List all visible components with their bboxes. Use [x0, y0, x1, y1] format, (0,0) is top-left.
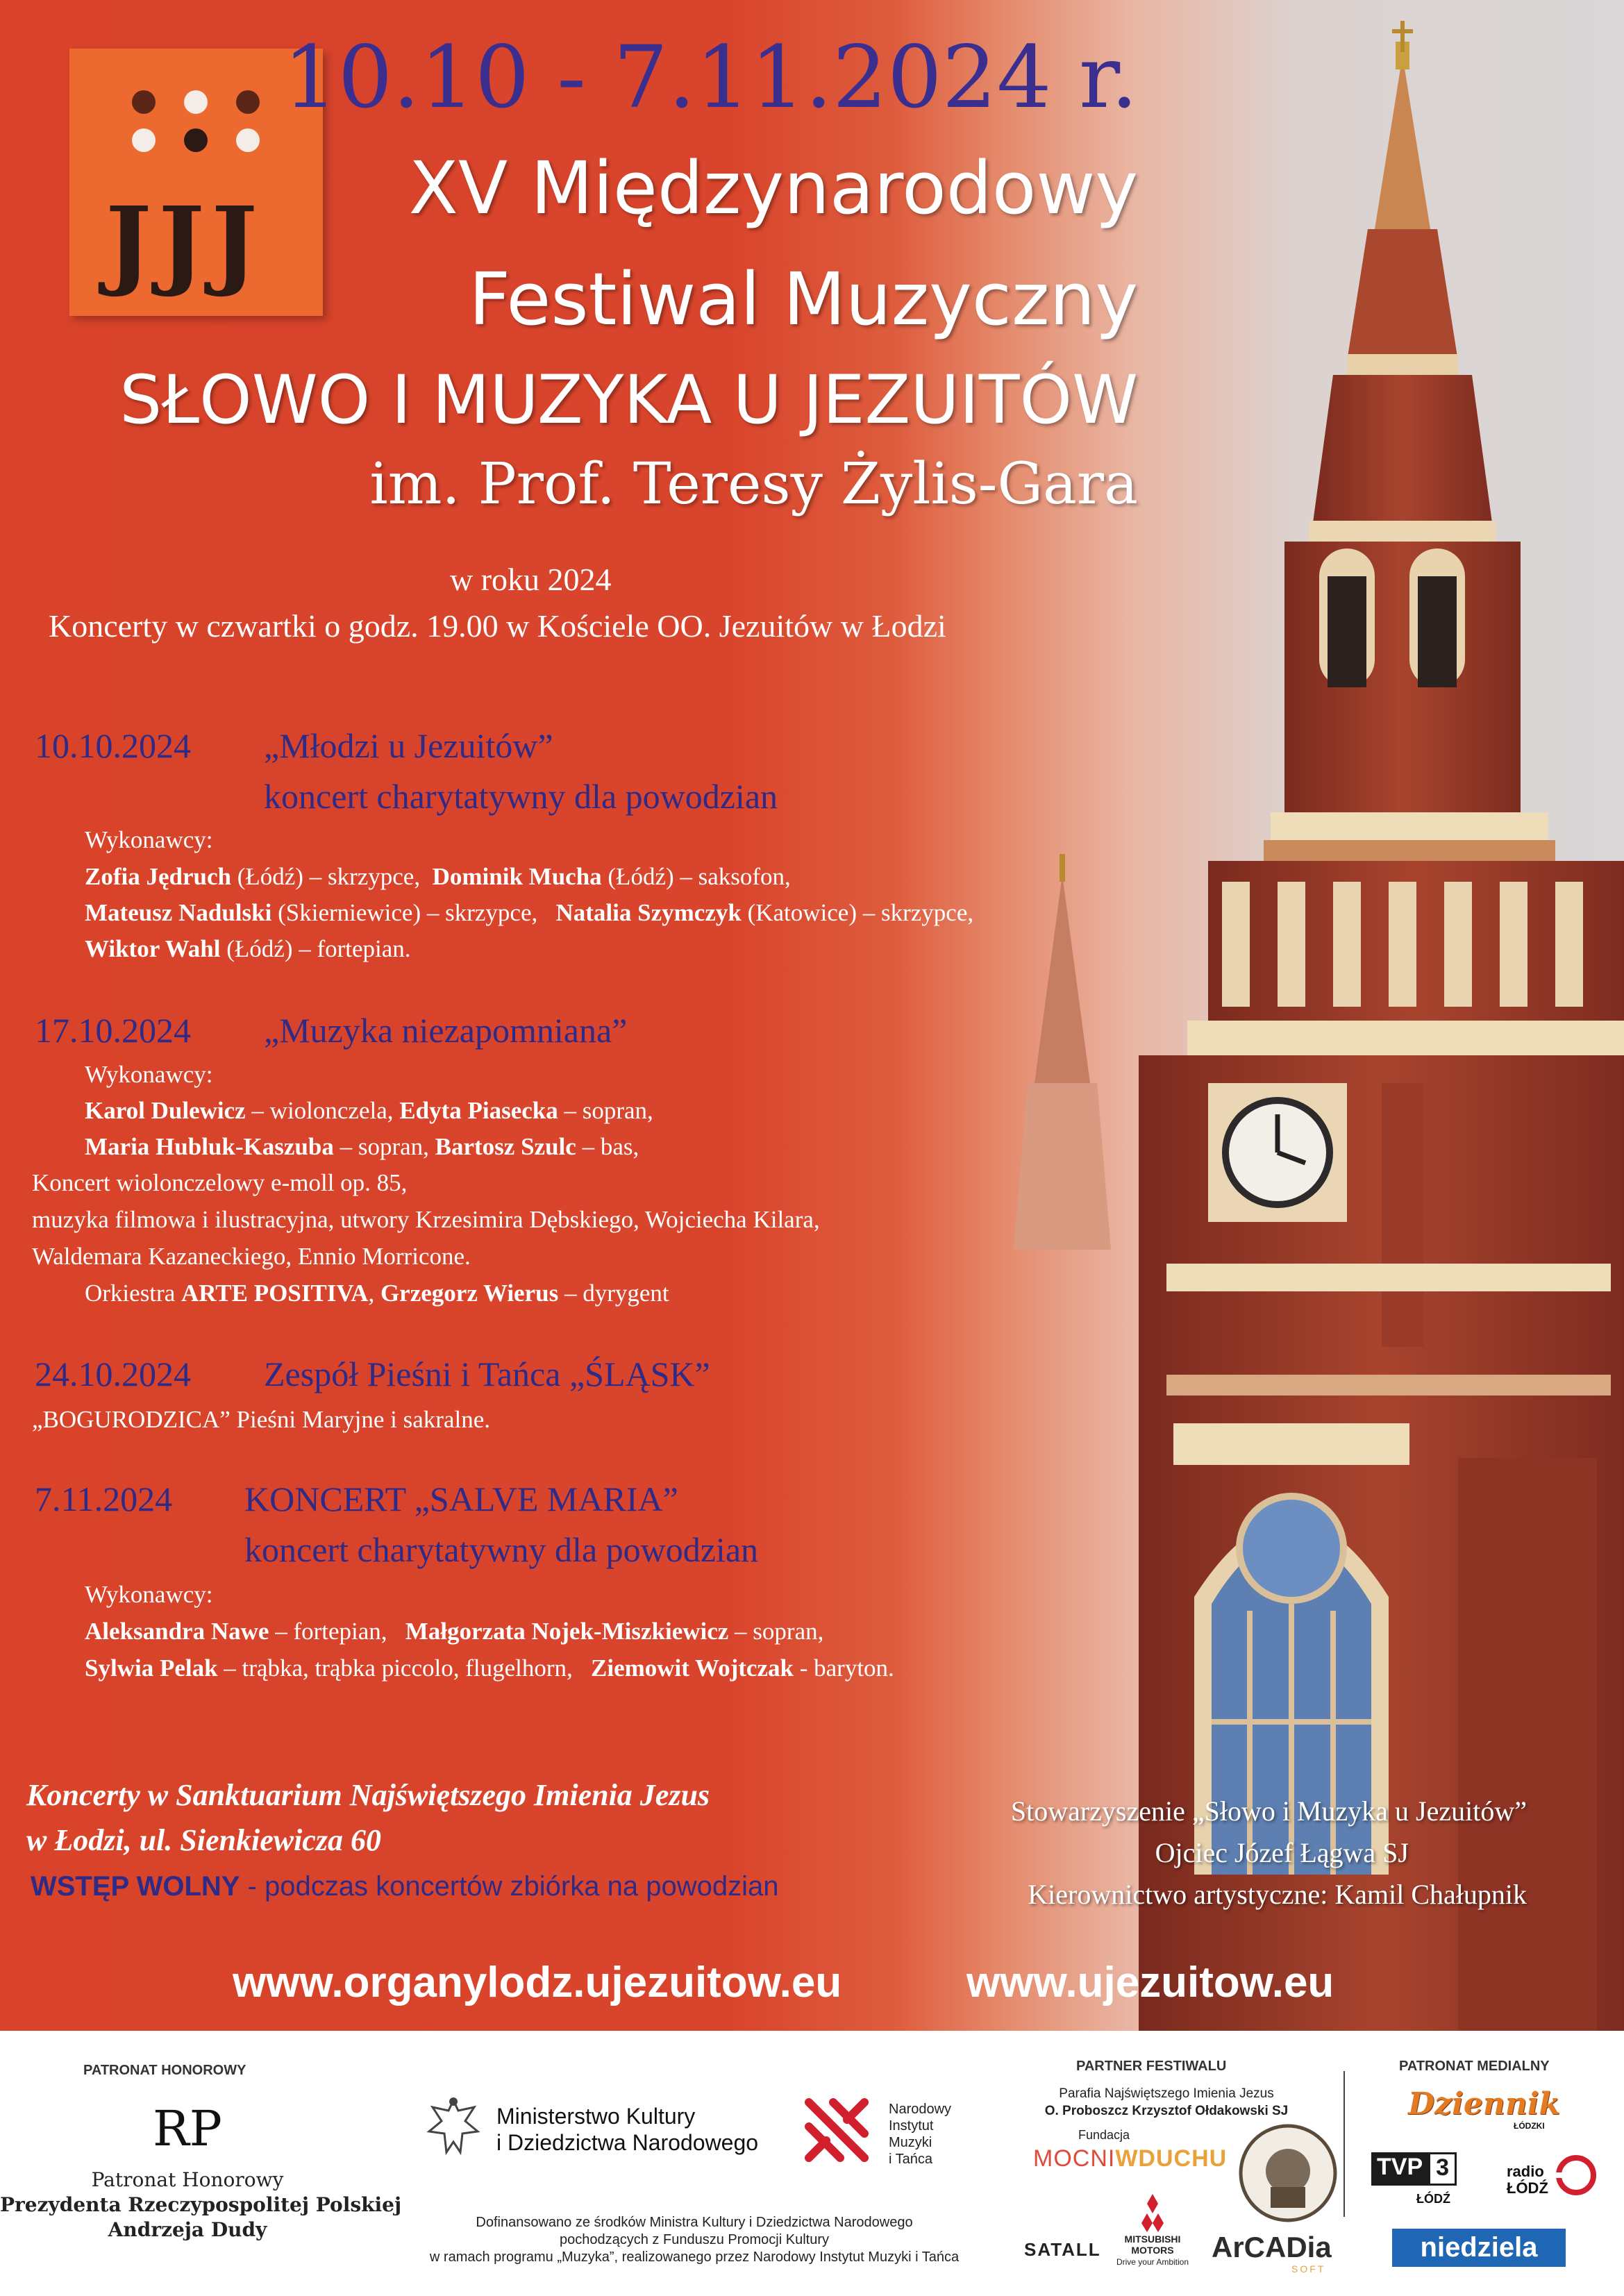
logo-dot [236, 90, 260, 114]
concert-2-program-1: Koncert wiolonczelowy e-moll op. 85, [32, 1169, 408, 1196]
performer-role: - baryton. [793, 1654, 894, 1682]
performer-role: – bas, [576, 1133, 639, 1160]
concert-2-orchestra [85, 1280, 669, 1307]
performer-name: Maria Hubluk-Kaszuba [85, 1133, 334, 1160]
concert-2-performers-label: Wykonawcy: [85, 1061, 213, 1088]
tvp-city: ŁÓDŹ [1416, 2192, 1450, 2206]
arcadia-sub: SOFT [1291, 2263, 1326, 2274]
concert-2-performers-row-2 [85, 1133, 639, 1161]
tvp-number: 3 [1428, 2152, 1457, 2186]
funding-line-2: pochodzących z Funduszu Promocji Kultury [560, 2232, 829, 2247]
concert-2-program-2: muzyka filmowa i ilustracyjna, utwory Krzesimira Dębskiego, Wojciecha Kilara, [32, 1206, 820, 1233]
rp-logo: RP [153, 2100, 222, 2157]
concert-4-performers-row-1 [85, 1618, 823, 1645]
entry-note: - podczas koncertów zbiórka na powodzian [240, 1871, 779, 1902]
logo-dot [132, 128, 156, 152]
parish-line-1: Parafia Najświętszego Imienia Jezus [1059, 2086, 1274, 2101]
title-line-4: im. Prof. Teresy Żylis-Gara [369, 451, 1138, 517]
performer-role: – sopran, [558, 1097, 653, 1124]
radio-lodz-2: ŁÓDŹ [1507, 2179, 1548, 2197]
venue-line-1: Koncerty w Sanktuarium Najświętszego Imienia Jezus [26, 1778, 710, 1812]
dziennik-logo: Dziennik [1408, 2086, 1561, 2122]
logo-letters: JJJ [106, 186, 265, 300]
performer-role: (Katowice) – skrzypce, [741, 899, 974, 926]
concert-2-date: 17.10.2024 [35, 1011, 191, 1050]
performer-name: Aleksandra Nawe [85, 1618, 269, 1645]
performer-name: Małgorzata Nojek-Miszkiewicz [405, 1618, 729, 1645]
concert-1-date: 10.10.2024 [35, 726, 191, 765]
title-line-2: Festiwal Muzyczny [469, 257, 1138, 342]
nimit-name-3: Muzyki [889, 2135, 932, 2150]
nimit-name-2: Instytut [889, 2118, 934, 2134]
eagle-emblem-icon [422, 2093, 485, 2163]
logo-dot [184, 128, 208, 152]
concert-2-performers-row-1 [85, 1097, 653, 1125]
concert-4-performers-label: Wykonawcy: [85, 1581, 213, 1608]
performer-name: Zofia Jędruch [85, 863, 231, 890]
performer-role: (Łódź) – saksofon, [601, 863, 791, 890]
mitsubishi-diamonds-icon [1132, 2194, 1173, 2232]
performer-name: Mateusz Nadulski [85, 899, 272, 926]
entry-free-label: WSTĘP WOLNY [31, 1871, 240, 1902]
mocni-w-text: W [1115, 2145, 1139, 2172]
nimit-logo-icon [798, 2092, 875, 2168]
radio-lodz-1: radio [1507, 2163, 1544, 2180]
funding-line-1: Dofinansowano ze środków Ministra Kultury i Dziedzictwa Narodowego [476, 2215, 913, 2230]
dziennik-sub: ŁÓDZKI [1514, 2121, 1545, 2131]
performer-name: Karol Dulewicz [85, 1097, 246, 1124]
ministry-name-2: i Dziedzictwa Narodowego [496, 2130, 759, 2155]
concert-3-date: 24.10.2024 [35, 1355, 191, 1393]
parish-line-2: O. Proboszcz Krzysztof Ołdakowski SJ [1044, 2104, 1289, 2118]
concert-1-title: „Młodzi u Jezuitów” [264, 726, 553, 765]
performer-name: Sylwia Pelak [85, 1654, 218, 1682]
radio-lodz-ring-icon [1555, 2154, 1597, 2196]
mocni-text: MOCNI [1033, 2145, 1116, 2172]
performer-name: Natalia Szymczyk [555, 899, 742, 926]
conductor-role: – dyrygent [558, 1280, 669, 1307]
organizer-line-2: Ojciec Józef Łągwa SJ [1155, 1837, 1409, 1868]
media-patronage-label: PATRONAT MEDIALNY [1399, 2059, 1550, 2074]
performer-role: (Łódź) – fortepian. [220, 935, 411, 962]
conductor-name: Grzegorz Wierus [380, 1280, 559, 1307]
president-patronage-3: Andrzeja Dudy [108, 2218, 267, 2241]
sponsors-strip [0, 2031, 1624, 2296]
concert-3-program: „BOGURODZICA” Pieśni Maryjne i sakralne. [32, 1406, 491, 1433]
schedule-line: Koncerty w czwartki o godz. 19.00 w Kościele OO. Jezuitów w Łodzi [49, 608, 946, 644]
nimit-name-1: Narodowy [889, 2102, 952, 2117]
concert-1-performers-row-3 [85, 935, 411, 963]
arcadia-logo: ArCADia [1212, 2231, 1332, 2263]
performer-name: Ziemowit Wojtczak [591, 1654, 794, 1682]
performer-name: Dominik Mucha [432, 863, 602, 890]
mitsubishi-tagline: Drive your Ambition [1116, 2257, 1189, 2267]
concert-4-performers-row-2 [85, 1654, 894, 1682]
orchestra-name: ARTE POSITIVA [181, 1280, 369, 1307]
tvp-text: TVP [1371, 2152, 1428, 2186]
concert-1-performers-row-2 [85, 899, 973, 927]
concert-2-program-3: Waldemara Kazaneckiego, Ennio Morricone. [32, 1243, 471, 1270]
performer-role: – sopran, [333, 1133, 435, 1160]
ministry-name-1: Ministerstwo Kultury [496, 2104, 696, 2129]
entry-info [31, 1871, 778, 1902]
concert-2-title: „Muzyka niezapomniana” [264, 1011, 628, 1050]
performer-role: – wiolonczela, [245, 1097, 400, 1124]
concert-4-subtitle: koncert charytatywny dla powodzian [244, 1530, 759, 1569]
honorary-patronage-label: PATRONAT HONOROWY [83, 2063, 246, 2078]
partner-divider [1343, 2071, 1345, 2217]
concert-4-date: 7.11.2024 [35, 1480, 173, 1518]
performer-role: (Skierniewice) – skrzypce, [271, 899, 538, 926]
logo-dot [236, 128, 260, 152]
website-link-ujezuitow[interactable]: www.ujezuitow.eu [966, 1959, 1334, 2006]
performer-role: – trąbka, trąbka piccolo, flugelhorn, [217, 1654, 573, 1682]
orchestra-prefix: Orkiestra [85, 1280, 181, 1307]
logo-dot [132, 90, 156, 114]
website-link-organy[interactable]: www.organylodz.ujezuitow.eu [233, 1959, 842, 2006]
mocni-duchu-text: DUCHU [1138, 2145, 1228, 2172]
concert-1-subtitle: koncert charytatywny dla powodzian [264, 777, 778, 816]
festival-dates: 10.10 - 7.11.2024 r. [283, 28, 1138, 128]
concert-1-performers-label: Wykonawcy: [85, 826, 213, 853]
mocni-w-duchu-logo [1033, 2145, 1227, 2172]
mitsubishi-motors: MOTORS [1131, 2245, 1174, 2256]
title-line-1: XV Międzynarodowy [408, 146, 1138, 231]
foundation-seal-icon [1236, 2121, 1340, 2225]
mitsubishi-name: MITSUBISHI [1124, 2234, 1181, 2245]
orchestra-separator: , [368, 1280, 380, 1307]
performer-name: Wiktor Wahl [85, 935, 221, 962]
organizer-line-3: Kierownictwo artystyczne: Kamil Chałupnik [1028, 1879, 1527, 1910]
venue-line-2: w Łodzi, ul. Sienkiewicza 60 [26, 1823, 381, 1857]
performer-name: Bartosz Szulc [435, 1133, 576, 1160]
festival-partner-label: PARTNER FESTIWALU [1076, 2059, 1227, 2074]
logo-dot [184, 90, 208, 114]
performer-role: (Łódź) – skrzypce, [231, 863, 421, 890]
concert-1-performers-row-1 [85, 863, 791, 891]
tvp3-logo [1371, 2152, 1457, 2186]
nimit-name-4: i Tańca [889, 2152, 933, 2167]
organizer-line-1: Stowarzyszenie „Słowo i Muzyka u Jezuitów” [1010, 1795, 1527, 1827]
concert-4-title: KONCERT „SALVE MARIA” [244, 1480, 678, 1518]
concert-3-title: Zespół Pieśni i Tańca „ŚLĄSK” [264, 1355, 710, 1393]
title-line-3: SŁOWO I MUZYKA U JEZUITÓW [119, 361, 1138, 439]
foundation-label: Fundacja [1078, 2128, 1130, 2142]
niedziela-logo: niedziela [1392, 2229, 1566, 2267]
satall-logo: SATALL [1024, 2239, 1101, 2260]
president-patronage-1: Patronat Honorowy [91, 2168, 284, 2191]
year-line: w roku 2024 [450, 562, 612, 597]
performer-role: – sopran, [728, 1618, 824, 1645]
performer-name: Edyta Piasecka [399, 1097, 558, 1124]
funding-line-3: w ramach programu „Muzyka”, realizowanego przez Narodowy Instytut Muzyki i Tańca [429, 2249, 960, 2265]
president-patronage-2: Prezydenta Rzeczypospolitej Polskiej [0, 2193, 402, 2216]
performer-role: – fortepian, [269, 1618, 387, 1645]
